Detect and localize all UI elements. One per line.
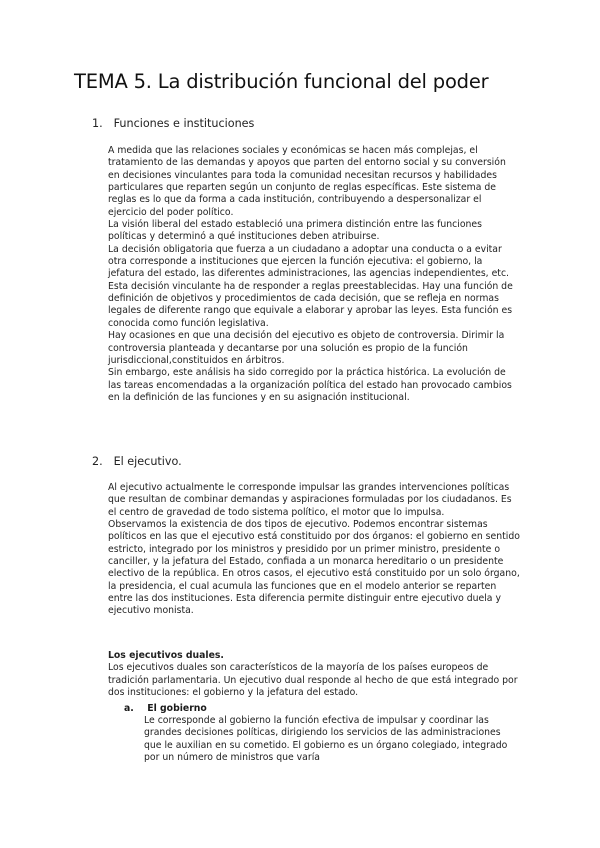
section-title: El ejecutivo. — [113, 455, 182, 468]
list-item-title: El gobierno — [147, 703, 207, 714]
section-number: 2. — [92, 455, 103, 468]
paragraph: Sin embargo, este análisis ha sido corregido por la práctica histórica. La evolución de las tareas encomendadas a la organización política del estado han provocado cambios en la definición de las funciones y en su asignación institucional. — [108, 367, 512, 403]
paragraph: Al ejecutivo actualmente le corresponde impulsar las grandes intervenciones políticas que resultan de combinar demandas y aspiraciones formuladas por los ciudadanos. Es el centro de gravedad de todo sistema político, el motor que lo impulsa. — [108, 482, 512, 518]
section-number: 1. — [92, 117, 103, 130]
paragraph: Observamos la existencia de dos tipos de ejecutivo. Podemos encontrar sistemas políticos en las que el ejecutivo está constituido por dos órganos: el gobierno en sentido estricto, integrado por los ministros y presidido por un primer ministro, presidente o canciller, y la jefatura del Estado, confiada a un monarca hereditario o un presidente electivo de la república. En otros casos, el ejecutivo está constituido por un solo órgano, la presidencia, el cual acumula las funciones que en el modelo anterior se reparten entre las dos instituciones. Esta diferencia permite distinguir entre ejecutivo duela y ejecutivo monista. — [108, 519, 520, 617]
page-title: TEMA 5. La distribución funcional del poder — [74, 70, 489, 93]
paragraph: Esta decisión vinculante ha de responder a reglas preestablecidas. Hay una función de definición de objetivos y procedimientos de cada decisión, que se refleja en normas legales de diferente rango que equivale a elaborar y aprobar las leyes. Esta función es conocida como función legislativa. — [108, 280, 513, 329]
paragraph: A medida que las relaciones sociales y económicas se hacen más complejas, el tratamiento de las demandas y apoyos que parten del entorno social y su conversión en decisiones vinculantes para toda la comunidad necesitan recursos y habilidades particulares que reparten según un conjunto de reglas específicas. Este sistema de reglas es lo que da forma a cada institución, contribuyendo a despersonalizar el ejercicio del poder político. — [108, 145, 506, 218]
section-heading-1 — [92, 117, 254, 130]
paragraph: La visión liberal del estado estableció una primera distinción entre las funciones políticas y determinó a qué instituciones deben atribuirse. — [108, 219, 482, 243]
section-1-body — [108, 145, 520, 404]
list-item-text: Le corresponde al gobierno la función efectiva de impulsar y coordinar las grandes decisiones políticas, dirigiendo los servicios de las administraciones que le auxilian en su cometido. El gobierno es un órgano colegiado, integrado por un número de ministros que varía — [144, 715, 508, 764]
section-title: Funciones e instituciones — [113, 117, 255, 130]
section-2-body — [108, 482, 520, 618]
dual-executives-block — [108, 650, 520, 699]
paragraph: Hay ocasiones en que una decisión del ejecutivo es objeto de controversia. Dirimir la controversia planteada y decantarse por una solución es propio de la función jurisdiccional,constituidos en árbitros. — [108, 330, 505, 366]
subheading: Los ejecutivos duales. — [108, 650, 224, 661]
paragraph: Los ejecutivos duales son característicos de la mayoría de los países europeos de tradición parlamentaria. Un ejecutivo dual responde al hecho de que está integrado por dos instituciones: el gobierno y la jefatura del estado. — [108, 662, 518, 699]
section-heading-2 — [92, 455, 182, 468]
list-marker: a. — [124, 703, 134, 714]
list-item-heading — [124, 703, 207, 714]
paragraph: La decisión obligatoria que fuerza a un ciudadano a adoptar una conducta o a evitar otra corresponde a instituciones que ejercen la función ejecutiva: el gobierno, la jefatura del estado, las diferentes administraciones, las agencias independientes, etc. — [108, 243, 510, 280]
